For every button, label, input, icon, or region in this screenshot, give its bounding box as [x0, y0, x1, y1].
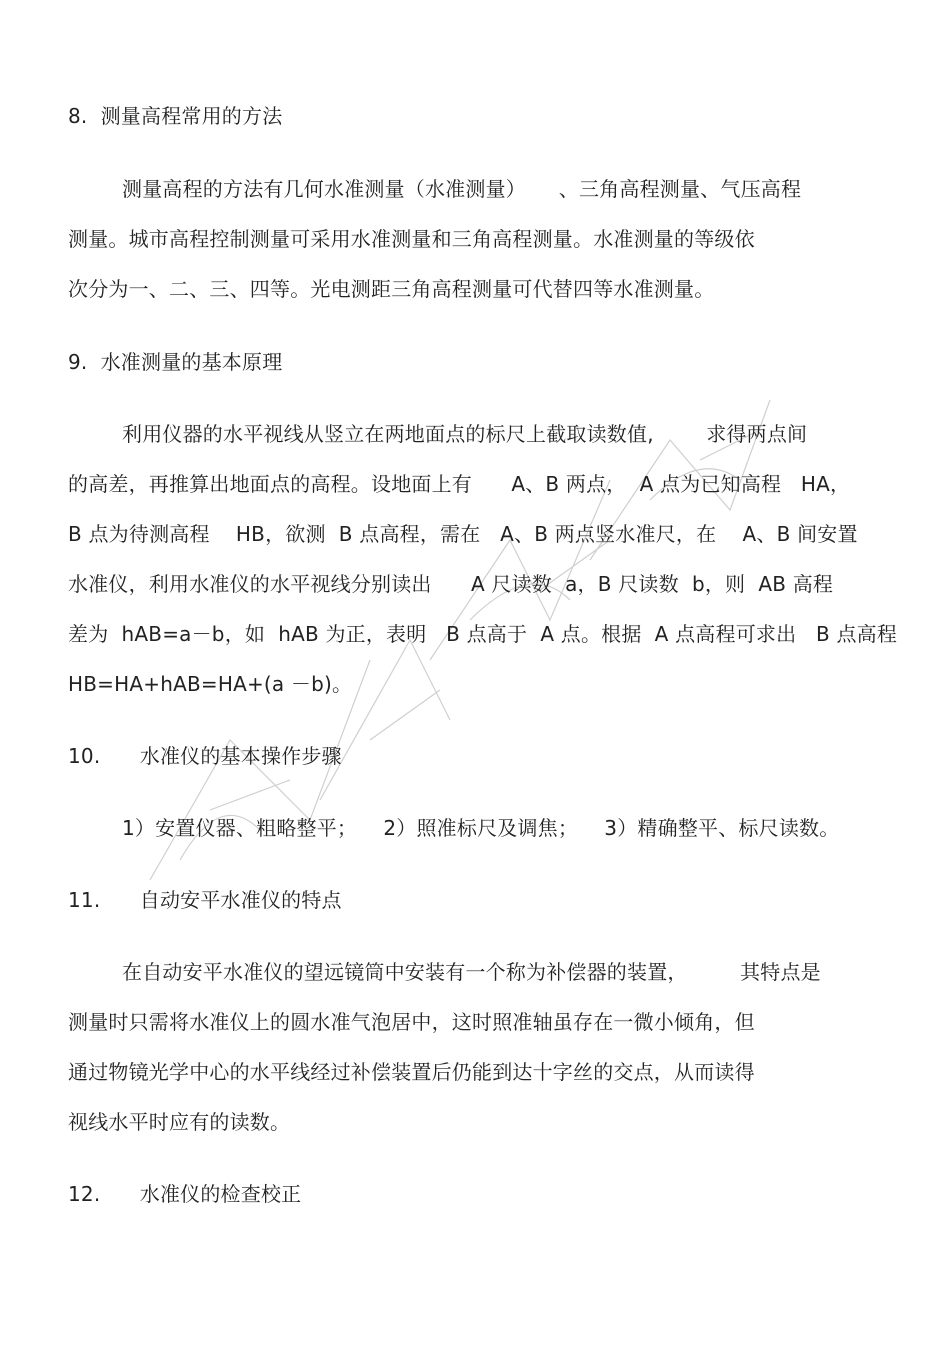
- paragraph-line: 的高差，再推算出地面点的高程。设地面上有 A、B 两点， A 点为已知高程 HA，: [68, 472, 851, 496]
- paragraph-line: 在自动安平水准仪的望远镜筒中安装有一个称为补偿器的装置， 其特点是: [122, 960, 821, 984]
- paragraph-line: 1）安置仪器、粗略整平； 2）照准标尺及调焦； 3）精确整平、标尺读数。: [122, 816, 840, 840]
- paragraph-line: 视线水平时应有的读数。: [68, 1110, 291, 1134]
- paragraph-line: 测量。城市高程控制测量可采用水准测量和三角高程测量。水准测量的等级依: [68, 227, 755, 251]
- paragraph-line: 通过物镜光学中心的水平线经过补偿装置后仍能到达十字丝的交点，从而读得: [68, 1060, 755, 1084]
- section-heading-11: 11. 自动安平水准仪的特点: [68, 888, 342, 912]
- paragraph-line: 测量高程的方法有几何水准测量（水准测量） 、三角高程测量、气压高程: [122, 177, 802, 201]
- paragraph-line: 次分为一、二、三、四等。光电测距三角高程测量可代替四等水准测量。: [68, 277, 715, 301]
- paragraph-line: 差为 hAB=a－b，如 hAB 为正，表明 B 点高于 A 点。根据 A 点高程可求出 B 点高程: [68, 622, 898, 646]
- formula-line: HB=HA+hAB=HA+(a －b)。: [68, 672, 353, 696]
- section-heading-9: 9. 水准测量的基本原理: [68, 350, 283, 374]
- section-heading-10: 10. 水准仪的基本操作步骤: [68, 744, 342, 768]
- paragraph-line: 测量时只需将水准仪上的圆水准气泡居中，这时照准轴虽存在一微小倾角，但: [68, 1010, 755, 1034]
- paragraph-line: 水准仪，利用水准仪的水平视线分别读出 A 尺读数 a，B 尺读数 b，则 AB 高程: [68, 572, 834, 596]
- paragraph-line: B 点为待测高程 HB，欲测 B 点高程，需在 A、B 两点竖水准尺，在 A、B 间安置: [68, 522, 858, 546]
- section-heading-12: 12. 水准仪的检查校正: [68, 1182, 302, 1206]
- paragraph-line: 利用仪器的水平视线从竖立在两地面点的标尺上截取读数值, 求得两点间: [122, 422, 808, 446]
- section-heading-8: 8. 测量高程常用的方法: [68, 104, 283, 128]
